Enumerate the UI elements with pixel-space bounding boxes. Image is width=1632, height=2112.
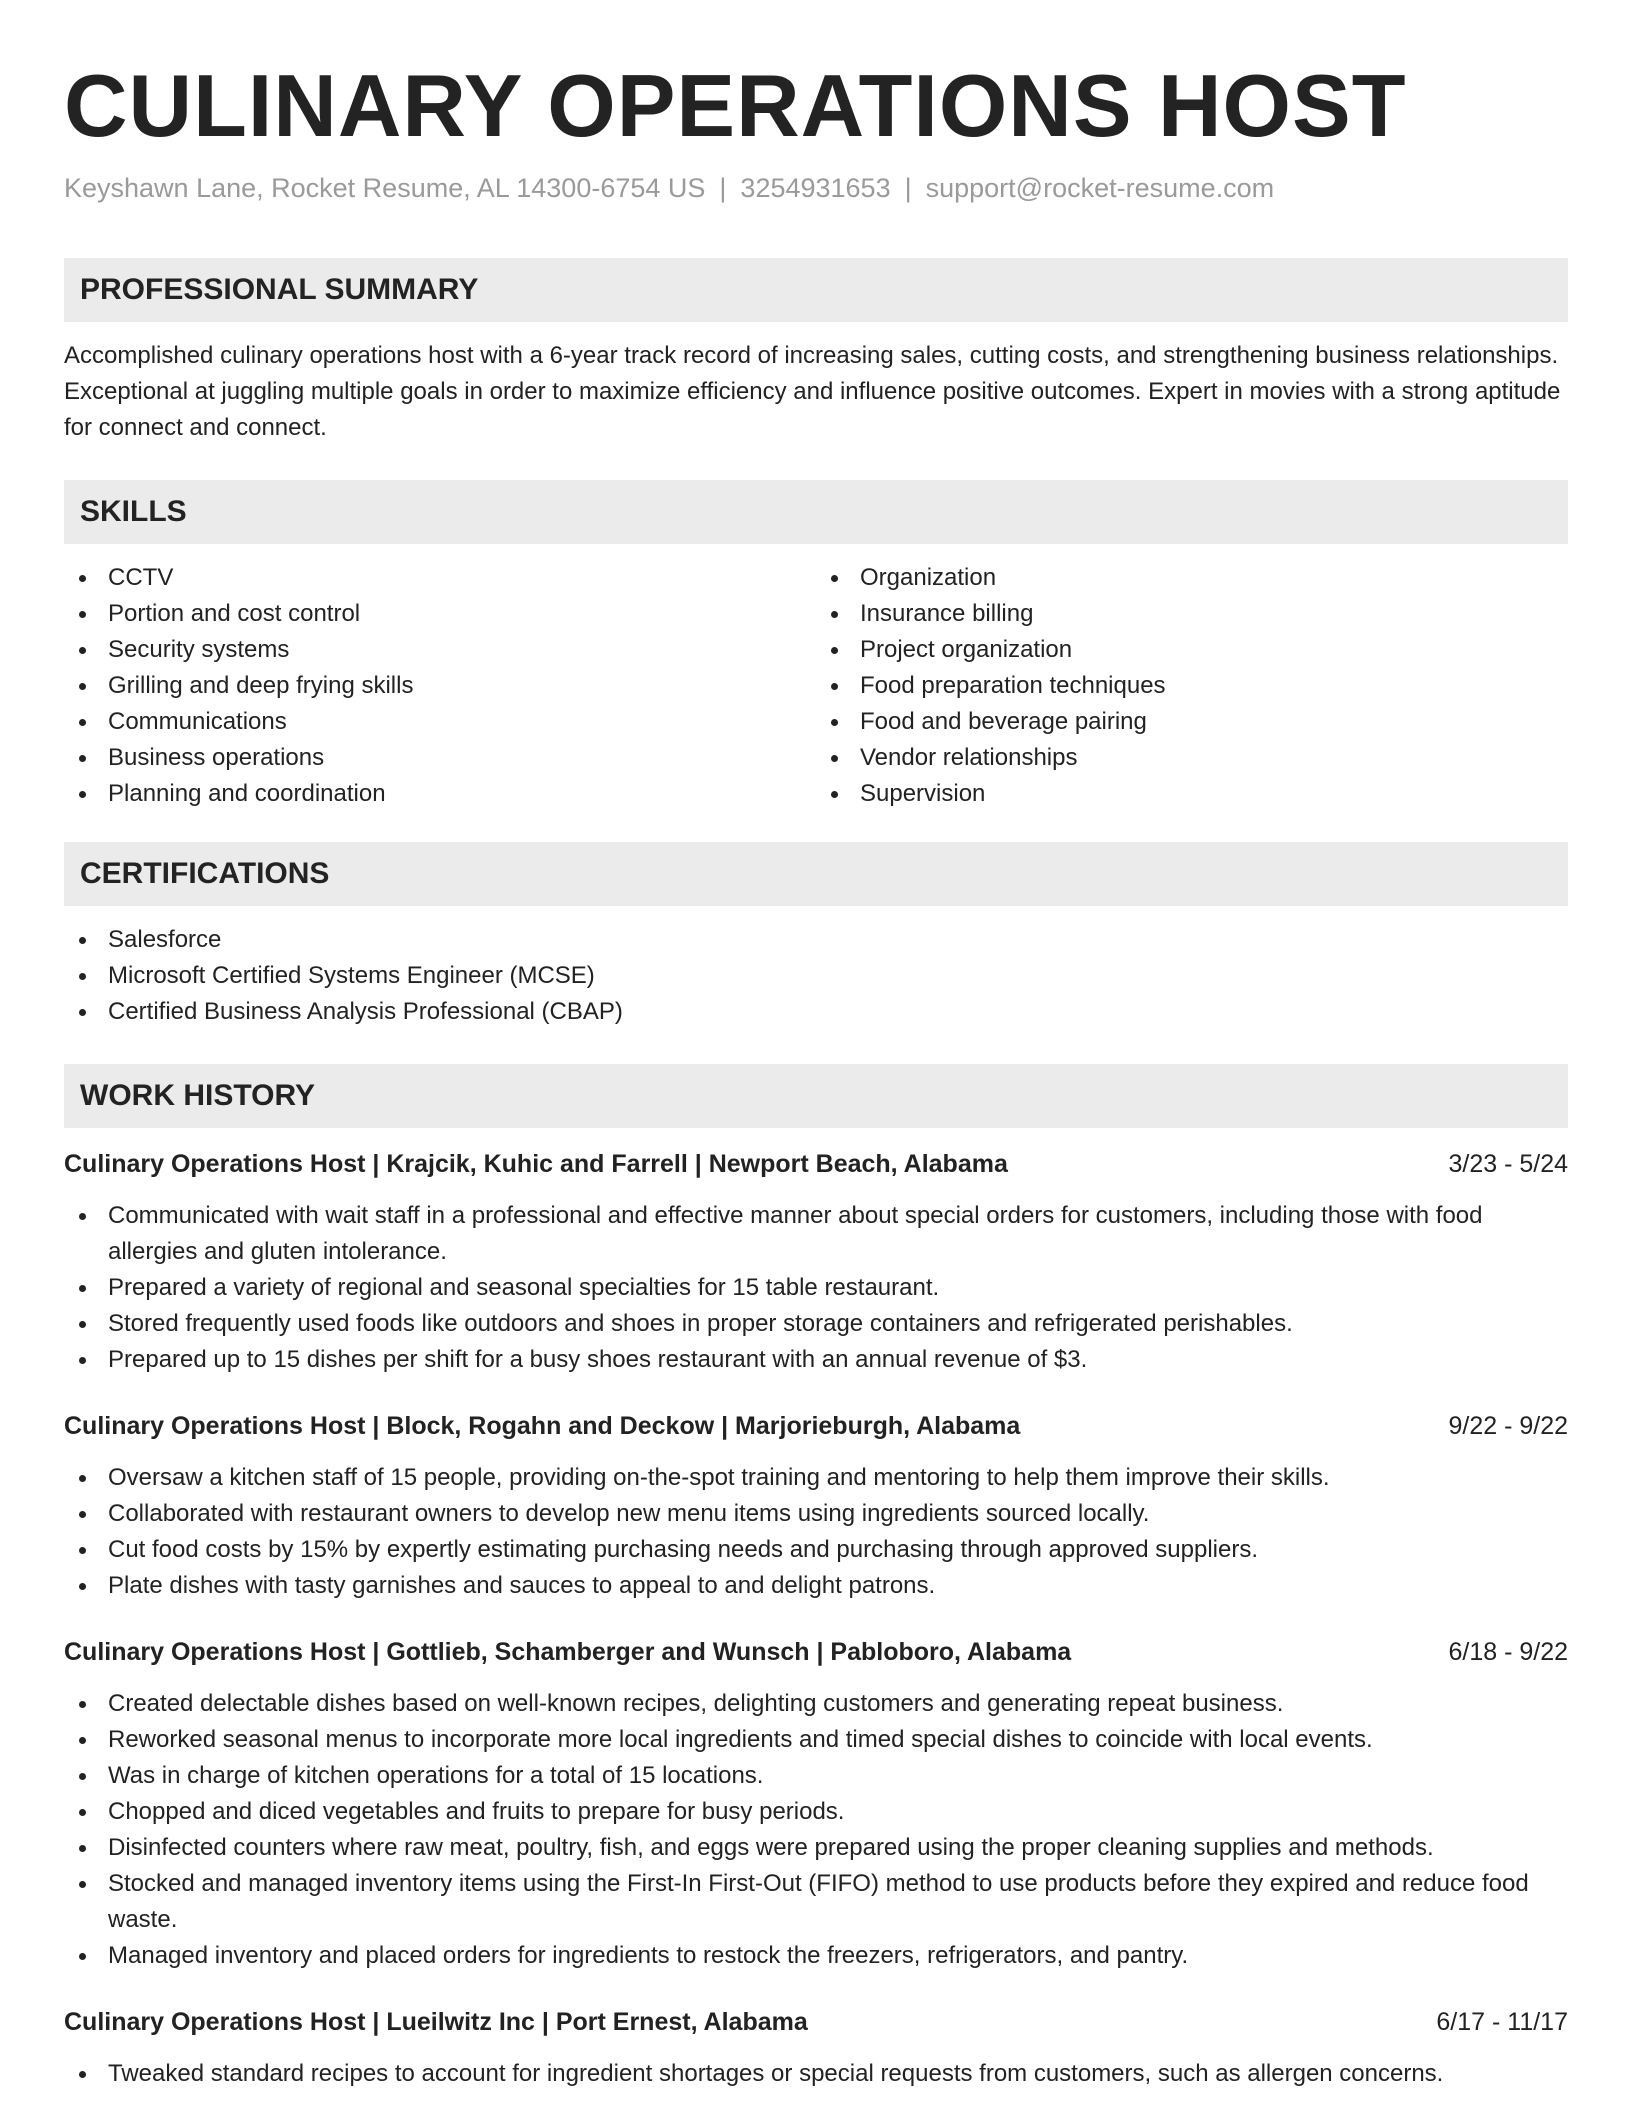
skills-heading: SKILLS [64,480,1568,544]
contact-separator: | [904,173,912,203]
list-item: Grilling and deep frying skills [64,668,816,704]
skills-right-column [816,560,1568,812]
list-item: Certified Business Analysis Professional (CBAP) [64,994,1568,1030]
list-item: Prepared a variety of regional and seasonal specialties for 15 table restaurant. [64,1270,1568,1306]
job-dates: 6/17 - 11/17 [1436,2008,1568,2036]
list-item: Disinfected counters where raw meat, poultry, fish, and eggs were prepared using the proper cleaning supplies and methods. [64,1830,1568,1866]
job-title: Culinary Operations Host | Krajcik, Kuhic and Farrell | Newport Beach, Alabama [64,1150,1008,1178]
skills-grid [64,560,1568,812]
job-bullets [64,1686,1568,1974]
contact-phone: 3254931653 [740,173,891,203]
job-bullets [64,1198,1568,1378]
job-title: Culinary Operations Host | Lueilwitz Inc | Port Ernest, Alabama [64,2008,808,2036]
job-header [64,1408,1568,1444]
list-item: Portion and cost control [64,596,816,632]
list-item: Stocked and managed inventory items using the First-In First-Out (FIFO) method to use products before they expired and reduce food waste. [64,1866,1568,1938]
list-item: Salesforce [64,922,1568,958]
contact-email: support@rocket-resume.com [925,173,1275,203]
list-item: Organization [816,560,1568,596]
list-item: Communicated with wait staff in a professional and effective manner about special orders for customers, including those with food allergies and gluten intolerance. [64,1198,1568,1270]
job-bullets [64,1460,1568,1604]
work-history-heading: WORK HISTORY [64,1064,1568,1128]
job-header [64,1634,1568,1670]
list-item: Food preparation techniques [816,668,1568,704]
work-history-list [64,1146,1568,2092]
job-header [64,2004,1568,2040]
list-item: Planning and coordination [64,776,816,812]
contact-address: Keyshawn Lane, Rocket Resume, AL 14300-6754 US [64,173,706,203]
job-entry [64,1146,1568,1378]
job-dates: 3/23 - 5/24 [1448,1150,1568,1178]
certifications-heading: CERTIFICATIONS [64,842,1568,906]
job-bullets [64,2056,1568,2092]
job-title: Culinary Operations Host | Block, Rogahn and Deckow | Marjorieburgh, Alabama [64,1412,1021,1440]
list-item: Insurance billing [816,596,1568,632]
list-item: Chopped and diced vegetables and fruits to prepare for busy periods. [64,1794,1568,1830]
list-item: Project organization [816,632,1568,668]
list-item: Managed inventory and placed orders for ingredients to restock the freezers, refrigerators, and pantry. [64,1938,1568,1974]
list-item: Created delectable dishes based on well-known recipes, delighting customers and generating repeat business. [64,1686,1568,1722]
job-entry [64,1408,1568,1604]
list-item: Plate dishes with tasty garnishes and sauces to appeal to and delight patrons. [64,1568,1568,1604]
list-item: Was in charge of kitchen operations for a total of 15 locations. [64,1758,1568,1794]
resume-title: CULINARY OPERATIONS HOST [64,56,1407,155]
list-item: Cut food costs by 15% by expertly estimating purchasing needs and purchasing through approved suppliers. [64,1532,1568,1568]
certifications-list [64,922,1568,1030]
list-item: Prepared up to 15 dishes per shift for a busy shoes restaurant with an annual revenue of $3. [64,1342,1568,1378]
contact-separator: | [719,173,727,203]
list-item: Food and beverage pairing [816,704,1568,740]
contact-line [64,170,1568,206]
list-item: CCTV [64,560,816,596]
list-item: Security systems [64,632,816,668]
list-item: Business operations [64,740,816,776]
summary-text: Accomplished culinary operations host with a 6-year track record of increasing sales, cutting costs, and strengthening business relationships. Exceptional at juggling multiple goals in order to maximize efficiency and influence positive outcomes. Expert in movies with a strong aptitude for connect and connect. [64,342,1561,441]
list-item: Communications [64,704,816,740]
list-item: Reworked seasonal menus to incorporate more local ingredients and timed special dishes to coincide with local events. [64,1722,1568,1758]
list-item: Oversaw a kitchen staff of 15 people, providing on-the-spot training and mentoring to help them improve their skills. [64,1460,1568,1496]
job-header [64,1146,1568,1182]
job-dates: 9/22 - 9/22 [1448,1412,1568,1440]
list-item: Stored frequently used foods like outdoors and shoes in proper storage containers and refrigerated perishables. [64,1306,1568,1342]
summary-heading: PROFESSIONAL SUMMARY [64,258,1568,322]
job-entry [64,1634,1568,1974]
job-entry [64,2004,1568,2092]
list-item: Supervision [816,776,1568,812]
list-item: Vendor relationships [816,740,1568,776]
job-title: Culinary Operations Host | Gottlieb, Schamberger and Wunsch | Pabloboro, Alabama [64,1638,1072,1666]
list-item: Tweaked standard recipes to account for ingredient shortages or special requests from customers, such as allergen concerns. [64,2056,1568,2092]
skills-left-column [64,560,816,812]
job-dates: 6/18 - 9/22 [1448,1638,1568,1666]
list-item: Collaborated with restaurant owners to develop new menu items using ingredients sourced locally. [64,1496,1568,1532]
list-item: Microsoft Certified Systems Engineer (MCSE) [64,958,1568,994]
